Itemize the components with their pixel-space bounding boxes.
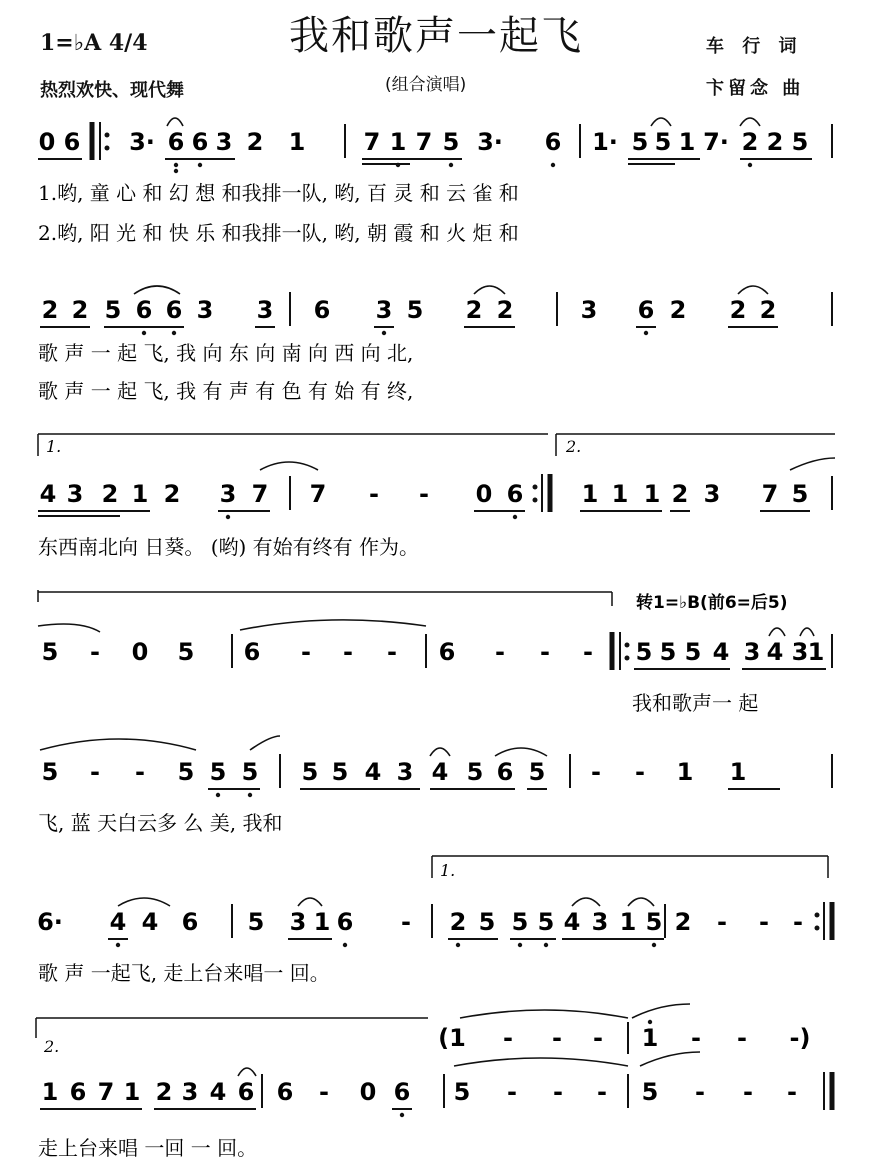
note: 5 <box>631 128 649 156</box>
tie-arc <box>460 1010 628 1018</box>
note: 7 <box>97 1078 115 1106</box>
upper-note: - <box>552 1024 562 1052</box>
note: 6 <box>167 128 185 156</box>
slur-arc <box>167 118 183 126</box>
note: 5 <box>177 758 195 786</box>
slur-arc <box>740 118 760 126</box>
slur-arc <box>298 898 322 906</box>
note: - <box>301 638 311 666</box>
note: 2 <box>449 908 467 936</box>
note: 4 <box>766 638 784 666</box>
note: 2 <box>669 296 687 324</box>
note: 7 <box>251 480 269 508</box>
note: 1 <box>807 638 825 666</box>
key-signature: 1=♭A 4/4 <box>40 30 148 56</box>
note: - <box>507 1078 517 1106</box>
octave-dot <box>343 943 347 947</box>
octave-dot <box>551 163 555 167</box>
note: - <box>419 480 429 508</box>
octave-dot-upper <box>648 1020 652 1024</box>
note: 3 <box>580 296 598 324</box>
upper-note: -) <box>789 1024 811 1052</box>
note: 7 <box>761 480 779 508</box>
note: 1 <box>643 480 661 508</box>
note: - <box>717 908 727 936</box>
lyric-verse2: 2.哟, 阳 光 和 快 乐 和我排一队, 哟, 朝 霞 和 火 炬 和 <box>38 221 519 245</box>
note: - <box>743 1078 753 1106</box>
note: 2 <box>101 480 119 508</box>
octave-dot <box>142 331 146 335</box>
note: 5 <box>209 758 227 786</box>
volta-2: 2. <box>44 1037 60 1056</box>
note: - <box>583 638 593 666</box>
volta-1: 1. <box>46 437 62 456</box>
note: 4 <box>209 1078 227 1106</box>
note: 3 <box>591 908 609 936</box>
octave-dot <box>172 331 176 335</box>
note: 6 <box>63 128 81 156</box>
note: 3 <box>66 480 84 508</box>
octave-dot <box>400 1113 404 1117</box>
tie-arc <box>240 620 426 630</box>
octave-dot <box>174 169 178 173</box>
note: 2 <box>465 296 483 324</box>
note: 3· <box>477 128 503 156</box>
lyric-verse1: 东西南北向 日葵。 (哟) 有始有终有 作为。 <box>38 535 420 559</box>
note: 1 <box>678 128 696 156</box>
note: 2 <box>163 480 181 508</box>
note: 5 <box>684 638 702 666</box>
note: 2 <box>766 128 784 156</box>
note: 6 <box>313 296 331 324</box>
octave-dot <box>544 943 548 947</box>
upper-note: - <box>503 1024 513 1052</box>
note: 5 <box>537 908 555 936</box>
note: 5 <box>478 908 496 936</box>
octave-dot <box>456 943 460 947</box>
note: - <box>90 638 100 666</box>
note: - <box>553 1078 563 1106</box>
tie-continued <box>790 458 835 470</box>
note: 6 <box>165 296 183 324</box>
tie-arc <box>40 739 196 750</box>
note: - <box>597 1078 607 1106</box>
octave-dot <box>449 163 453 167</box>
note: 1 <box>611 480 629 508</box>
lyric-refrain: 我和歌声一 起 <box>632 691 759 715</box>
note: 3 <box>215 128 233 156</box>
performance-note: (组合演唱) <box>385 75 467 95</box>
note: 0 <box>131 638 149 666</box>
note: 5 <box>635 638 653 666</box>
upper-note: (1 <box>438 1024 466 1052</box>
note: 3 <box>219 480 237 508</box>
tie-arc <box>640 1052 700 1066</box>
tempo-marking: 热烈欢快、现代舞 <box>40 80 184 101</box>
note: 5 <box>331 758 349 786</box>
note: 6 <box>544 128 562 156</box>
note: 3 <box>791 638 809 666</box>
slur-arc <box>769 628 785 636</box>
slur-arc <box>572 898 600 906</box>
note: 4 <box>39 480 57 508</box>
note: 5 <box>654 128 672 156</box>
repeat-dot <box>533 485 538 490</box>
note: 6 <box>237 1078 255 1106</box>
note: 1· <box>592 128 618 156</box>
note: 2 <box>155 1078 173 1106</box>
note: 3 <box>181 1078 199 1106</box>
note: - <box>759 908 769 936</box>
note: 6 <box>506 480 524 508</box>
slur-arc <box>495 748 547 756</box>
note: 1 <box>41 1078 59 1106</box>
note: 1 <box>389 128 407 156</box>
note: 7 <box>415 128 433 156</box>
note: 2 <box>759 296 777 324</box>
note: - <box>495 638 505 666</box>
repeat-dot <box>815 926 820 931</box>
slur-arc <box>260 462 318 470</box>
note: 1 <box>619 908 637 936</box>
tie-arc <box>250 736 280 750</box>
note: 3 <box>703 480 721 508</box>
note: 6 <box>69 1078 87 1106</box>
note: 2 <box>71 296 89 324</box>
repeat-dot <box>533 498 538 503</box>
octave-dot <box>174 163 178 167</box>
note: 4 <box>141 908 159 936</box>
note: 7 <box>309 480 327 508</box>
octave-dot <box>652 943 656 947</box>
upper-note: - <box>593 1024 603 1052</box>
note: 1 <box>676 758 694 786</box>
note: 6 <box>135 296 153 324</box>
upper-note: - <box>737 1024 747 1052</box>
lyric-verse1: 歌 声 一 起 飞, 我 向 东 向 南 向 西 向 北, <box>38 341 414 365</box>
slur-arc <box>628 898 654 906</box>
note: 1 <box>313 908 331 936</box>
note: - <box>635 758 645 786</box>
repeat-dot <box>105 146 110 151</box>
note: 0 <box>38 128 56 156</box>
lyricist-credit: 车 行 词 <box>706 36 803 57</box>
note: 5 <box>641 1078 659 1106</box>
note: 6 <box>191 128 209 156</box>
lyric-verse2: 歌 声 一 起 飞, 我 有 声 有 色 有 始 有 终, <box>38 379 414 403</box>
note: 3 <box>196 296 214 324</box>
lyric-refrain: 歌 声 一起飞, 走上台来唱一 回。 <box>38 961 330 985</box>
note: - <box>793 908 803 936</box>
upper-note: - <box>691 1024 701 1052</box>
note: - <box>90 758 100 786</box>
note: - <box>787 1078 797 1106</box>
note: - <box>387 638 397 666</box>
note: 6 <box>181 908 199 936</box>
slur-arc <box>238 1068 256 1076</box>
note: 5 <box>511 908 529 936</box>
note: 5 <box>659 638 677 666</box>
note: 1 <box>131 480 149 508</box>
note: - <box>369 480 379 508</box>
note: 2 <box>41 296 59 324</box>
note: 6 <box>393 1078 411 1106</box>
volta-2: 2. <box>566 437 582 456</box>
lyric-verse1: 1.哟, 童 心 和 幻 想 和我排一队, 哟, 百 灵 和 云 雀 和 <box>38 181 519 205</box>
slur-arc <box>651 118 671 126</box>
note: 4 <box>364 758 382 786</box>
octave-dot <box>226 515 230 519</box>
slur-arc <box>738 286 768 294</box>
note: 2 <box>496 296 514 324</box>
note: 5 <box>453 1078 471 1106</box>
note: 3 <box>375 296 393 324</box>
upper-note: 1 <box>641 1024 659 1052</box>
note: 1 <box>288 128 306 156</box>
octave-dot <box>116 943 120 947</box>
note: 4 <box>431 758 449 786</box>
note: 5 <box>791 480 809 508</box>
note: 4 <box>109 908 127 936</box>
octave-dot <box>396 163 400 167</box>
note: 0 <box>475 480 493 508</box>
octave-dot <box>518 943 522 947</box>
note: 2 <box>671 480 689 508</box>
note: 1 <box>729 758 747 786</box>
octave-dot <box>248 793 252 797</box>
note: 6 <box>336 908 354 936</box>
modulation-marking: 转1=♭B(前6=后5) <box>636 593 788 613</box>
repeat-dot <box>625 643 630 648</box>
note: 5 <box>466 758 484 786</box>
tie-continued <box>38 624 100 632</box>
note: 5 <box>442 128 460 156</box>
octave-dot <box>382 331 386 335</box>
note: 6 <box>276 1078 294 1106</box>
note: - <box>343 638 353 666</box>
note: 6 <box>438 638 456 666</box>
page-title: 我和歌声一起飞 <box>289 13 583 59</box>
octave-dot <box>644 331 648 335</box>
note: 2 <box>729 296 747 324</box>
repeat-dot <box>815 913 820 918</box>
note: 3 <box>256 296 274 324</box>
note: - <box>695 1078 705 1106</box>
note: 7· <box>703 128 729 156</box>
note: 5 <box>528 758 546 786</box>
slur-arc <box>800 628 814 636</box>
volta-1: 1. <box>440 861 456 880</box>
slur-arc <box>118 898 170 906</box>
lyric-refrain: 飞, 蓝 天白云多 么 美, 我和 <box>38 811 283 835</box>
slur-arc <box>474 286 505 294</box>
note: 5 <box>645 908 663 936</box>
note: 5 <box>104 296 122 324</box>
note: 5 <box>177 638 195 666</box>
note: 5 <box>301 758 319 786</box>
lyric-refrain: 走上台来唱 一回 一 回。 <box>38 1136 258 1160</box>
note: 6· <box>37 908 63 936</box>
note: 6 <box>496 758 514 786</box>
note: - <box>401 908 411 936</box>
octave-dot <box>748 163 752 167</box>
tie-arc <box>454 1058 628 1066</box>
note: 3· <box>129 128 155 156</box>
slur-arc <box>430 748 450 756</box>
note: 0 <box>359 1078 377 1106</box>
note: 5 <box>41 638 59 666</box>
note: 5 <box>406 296 424 324</box>
note: 2 <box>246 128 264 156</box>
note: 5 <box>247 908 265 936</box>
octave-dot <box>198 163 202 167</box>
note: 7 <box>363 128 381 156</box>
composer-credit: 卞留念 曲 <box>706 78 805 99</box>
repeat-dot <box>625 656 630 661</box>
repeat-dot <box>105 133 110 138</box>
note: - <box>591 758 601 786</box>
note: 3 <box>743 638 761 666</box>
note: 2 <box>741 128 759 156</box>
note: 1 <box>581 480 599 508</box>
note: 3 <box>396 758 414 786</box>
note: - <box>319 1078 329 1106</box>
note: 3 <box>289 908 307 936</box>
tie-arc <box>632 1004 690 1018</box>
note: - <box>540 638 550 666</box>
note: 6 <box>637 296 655 324</box>
note: 5 <box>791 128 809 156</box>
slur-arc <box>134 286 180 294</box>
note: 1 <box>123 1078 141 1106</box>
note: - <box>135 758 145 786</box>
note: 5 <box>241 758 259 786</box>
note: 2 <box>674 908 692 936</box>
note: 4 <box>563 908 581 936</box>
octave-dot <box>216 793 220 797</box>
note: 6 <box>243 638 261 666</box>
note: 5 <box>41 758 59 786</box>
note: 4 <box>712 638 730 666</box>
octave-dot <box>513 515 517 519</box>
